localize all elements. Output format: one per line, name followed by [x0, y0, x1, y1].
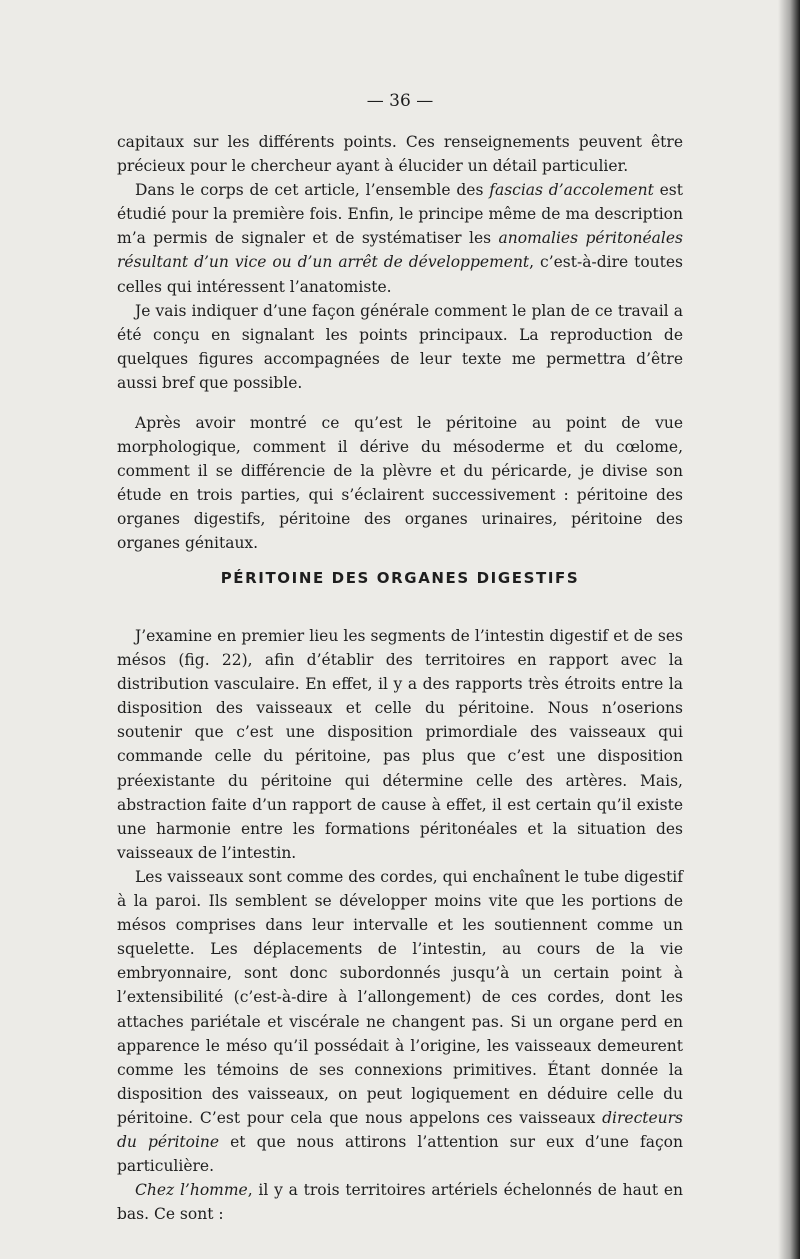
paragraph	[117, 1178, 683, 1226]
paragraph	[117, 178, 683, 298]
paragraph: Après avoir montré ce qu’est le péritoine au point de vue morphologique, comment il dérive du mésoderme et du cœlome, comment il se différencie de la plèvre et du péricarde, je divise son étude en trois parties, qui s’éclairent successivement : péritoine des organes digestifs, péritoine des organes urinaires, péritoine des organes génitaux.	[117, 414, 683, 553]
italic-term: fascias d’accolement	[489, 181, 654, 200]
paragraph: J’examine en premier lieu les segments de l’intestin digestif et de ses mésos (fig. 22), afin d’établir des territoires en rapport avec la distribution vasculaire. En effet, il y a des rapports très étroits entre la disposition des vaisseaux et celle du péritoine. Nous n’oserions soutenir que c’est une disposition primordiale des vaisseaux qui commande celle du péritoine, pas plus que c’est une disposition préexistante du péritoine qui détermine celle des artères. Mais, abstraction faite d’un rapport de cause à effet, il est certain qu’il existe une harmonie entre les formations péritonéales et la situation des vaisseaux de l’intestin.	[117, 627, 683, 862]
overview-text-block	[117, 411, 683, 556]
text-run: et que nous attirons l’attention sur eux d’une façon particulière.	[117, 1132, 683, 1176]
italic-term: directeurs du péritoine	[117, 1108, 683, 1151]
page-number: — 36 —	[366, 91, 434, 111]
text-run: Dans le corps de cet article, l’ensemble des	[135, 181, 490, 200]
text-run: , c’est-à-dire toutes celles qui intéressent l’anatomiste.	[117, 253, 683, 296]
text-run: Les vaisseaux sont comme des cordes, qui enchaînent le tube digestif à la paroi. Ils semblent se développer moins vite que les portions de mésos comprises dans leur intervalle et les soutiennent comme un squelette. Les déplacements de l’intestin, au cours de la vie embryonnaire, sont donc subordonnés jusqu’à un certain point à l’extensibilité (c’est-à-dire à l’allongement) de ces cordes, dont les attaches pariétale et viscérale ne changent pas. Si un organe perd en apparence le méso qu’il possédait à l’origine, les vaisseaux demeurent comme les témoins de ses connexions primitives. Étant donnée la disposition des vaisseaux, on peut logiquement en déduire celle du péritoine. C’est pour cela que nous appelons ces vaisseaux	[117, 867, 683, 1127]
italic-term: anomalies péritonéales résultant d’un vice ou d’un arrêt de développement	[117, 229, 683, 272]
intro-text-block	[117, 130, 683, 395]
text-run: est étudié pour la première fois. Enfin, le principe même de ma description m’a permis de signaler et de systématiser les	[117, 181, 683, 248]
section-heading: PÉRITOINE DES ORGANES DIGESTIFS	[220, 569, 580, 587]
italic-term: Chez l’homme	[135, 1181, 248, 1200]
paragraph	[117, 865, 683, 1178]
page-edge-shadow	[778, 0, 800, 1259]
text-run: , il y a trois territoires artériels échelonnés de haut en bas. Ce sont :	[117, 1181, 683, 1224]
paragraph: capitaux sur les différents points. Ces renseignements peuvent être précieux pour le chercheur ayant à élucider un détail particulier.	[117, 133, 683, 176]
paragraph: Je vais indiquer d’une façon générale comment le plan de ce travail a été conçu en signalant les points principaux. La reproduction de quelques figures accompagnées de leur texte me permettra d’être aussi bref que possible.	[117, 301, 683, 392]
digestive-text-block	[117, 624, 683, 1226]
